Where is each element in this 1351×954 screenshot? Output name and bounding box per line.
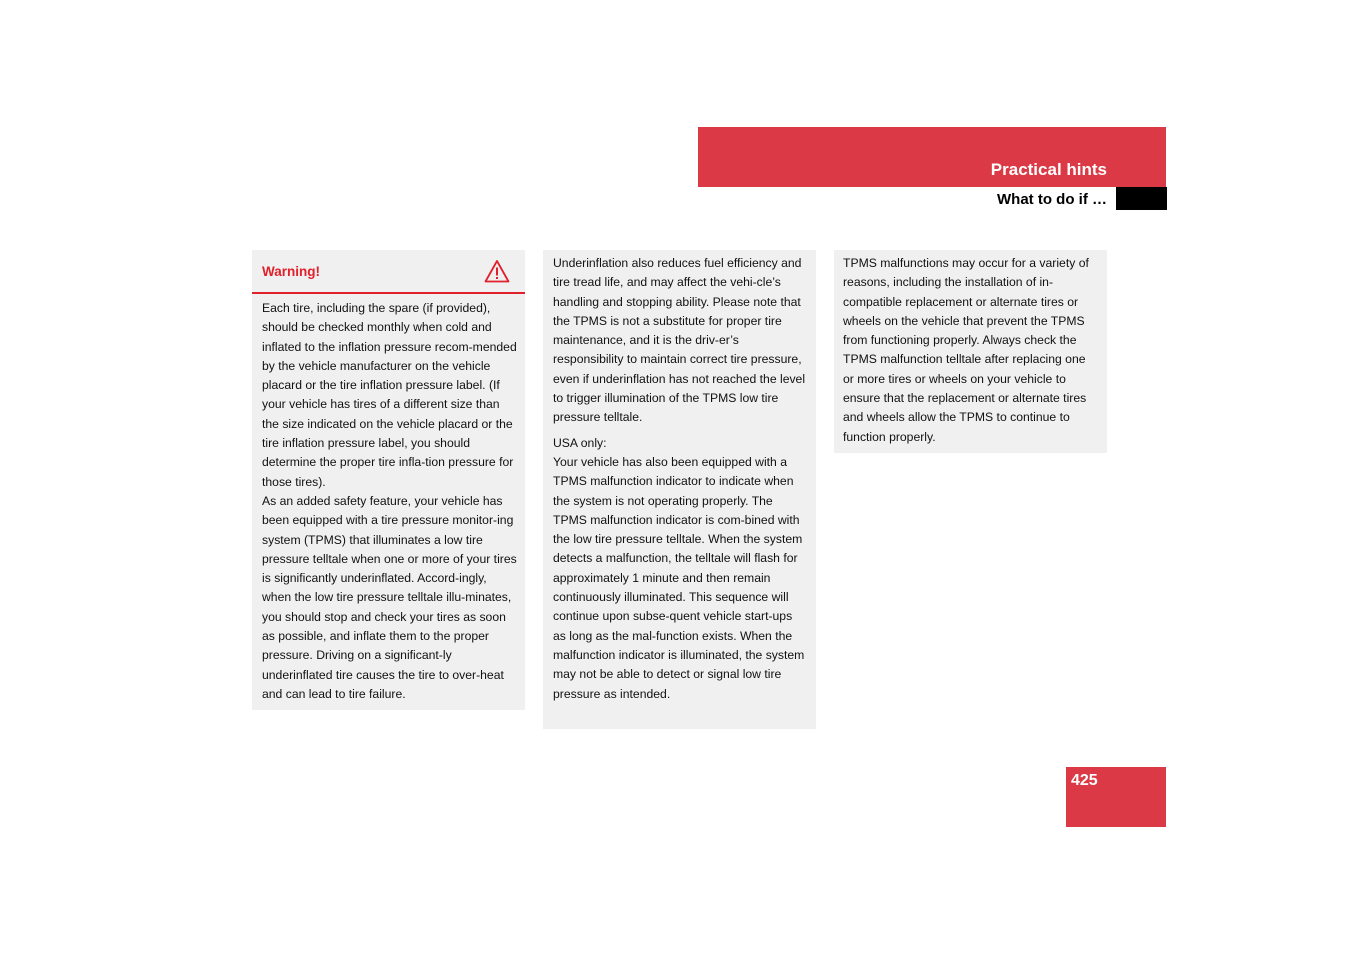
- underinflation-paragraph: Underinflation also reduces fuel efficiency and tire tread life, and may affect the vehi-cle’s handling and stopping ability. Please note that the TPMS is not a substitute for proper tire maintenance, and it is the driv-er’s responsibility to maintain correct tire pressure, even if underinflation has not reached the level to trigger illumination of the TPMS low tire pressure telltale.: [553, 256, 806, 425]
- warning-body: [252, 294, 525, 704]
- warning-header: [252, 250, 525, 294]
- usa-only-label: USA only:: [553, 435, 607, 450]
- section-title: Practical hints: [990, 160, 1107, 179]
- info-column-2: [543, 250, 816, 729]
- malfunction-indicator-paragraph: Your vehicle has also been equipped with a TPMS malfunction indicator to indicate when the system is not operating properly. The TPMS malfunction indicator is com-bined with the low tire pressure telltale. When the system detects a malfunction, the telltale will flash for approximately 1 minute and then remain continuously illuminated. This sequence will continue upon subse-quent vehicle start-ups as long as the mal-function exists. When the malfunction indicator is illuminated, the system may not be able to detect or signal low tire pressure as intended.: [553, 454, 805, 701]
- warning-box: [252, 250, 525, 710]
- warning-paragraph: As an added safety feature, your vehicle has been equipped with a tire pressure monitor-ing system (TPMS) that illuminates a low tire pressure telltale when one or more of your tires is significantly underinflated. Accord-ingly, when the low tire pressure telltale illu-minates, you should stop and check your tires as soon as possible, and inflate them to the proper pressure. Driving on a significant-ly underinflated tire causes the tire to over-heat and can lead to tire failure.: [262, 493, 517, 701]
- page-number: 425: [1071, 772, 1098, 789]
- info-column-3: [834, 250, 1107, 453]
- tpms-malfunctions-paragraph: TPMS malfunctions may occur for a variety of reasons, including the installation of in-compatible replacement or alternate tires or wheels on the vehicle that prevent the TPMS from functioning properly. Always check the TPMS malfunction telltale after replacing one or more tires or wheels on your vehicle to ensure that the replacement or alternate tires and wheels allow the TPMS to continue to function properly.: [843, 256, 1089, 444]
- warning-title: Warning!: [262, 264, 320, 279]
- warning-triangle-icon: [484, 259, 510, 283]
- subsection-marker: [1116, 187, 1167, 210]
- warning-paragraph: Each tire, including the spare (if provided), should be checked monthly when cold and inflated to the inflation pressure recom-mended by the vehicle manufacturer on the vehicle placard or the tire inflation pressure label. (If your vehicle has tires of a different size than the size indicated on the vehicle placard or the tire inflation pressure label, you should determine the proper tire infla-tion pressure for those tires).: [262, 301, 517, 489]
- subsection-title: What to do if …: [997, 191, 1107, 208]
